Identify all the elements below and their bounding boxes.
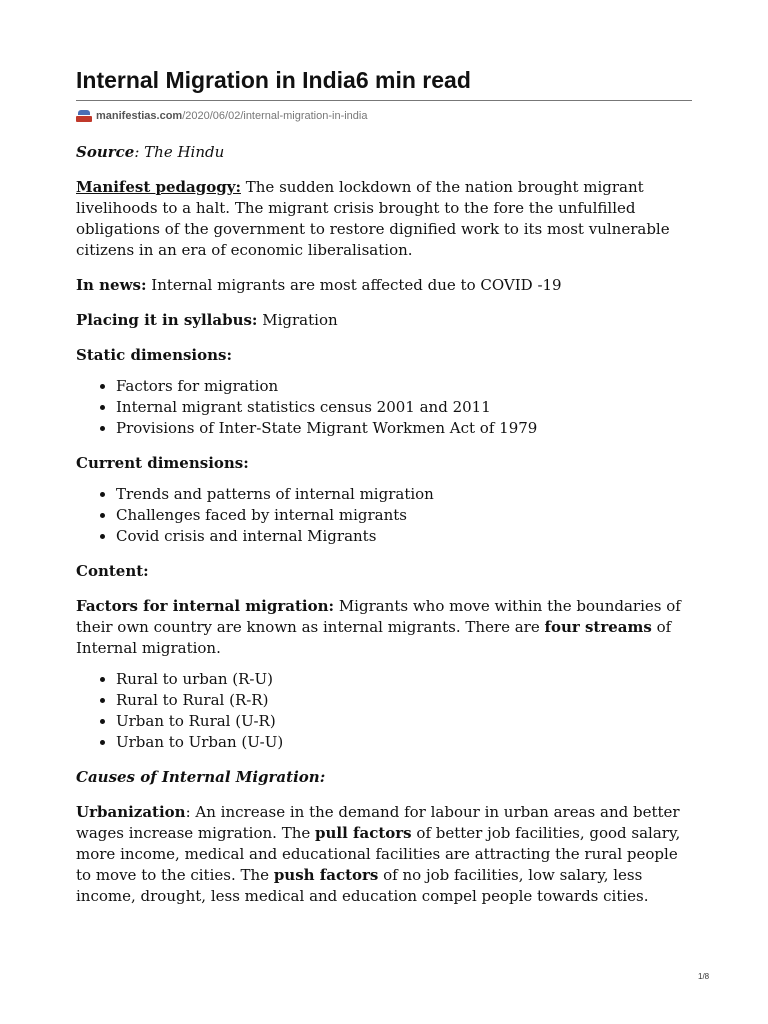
static-dimensions-heading: Static dimensions:: [76, 346, 233, 364]
article-body: [76, 142, 692, 921]
urbanization-paragraph: Urbanization: An increase in the demand for labour in urban areas and better wages increase migration. The pull factors of better job facilities, good salary, more income, medical and educational facilities are attracting the rural people to move to the cities. The push factors of no job facilities, low salary, less income, drought, less medical and education compel people towards cities.: [76, 803, 681, 905]
static-dimensions-list: [76, 376, 692, 439]
source-host-link[interactable]: manifestias.com: [96, 110, 183, 122]
list-item: • Urban to Urban (U-U): [116, 732, 692, 753]
list-item: • Urban to Rural (U-R): [116, 711, 692, 732]
list-item: • Challenges faced by internal migrants: [116, 505, 692, 526]
migration-streams-list: [76, 669, 692, 753]
list-item: • Provisions of Inter-State Migrant Workmen Act of 1979: [116, 418, 692, 439]
causes-heading: Causes of Internal Migration:: [76, 768, 326, 786]
source-paragraph: Source: The Hindu: [76, 143, 225, 161]
syllabus-paragraph: Placing it in syllabus: Migration: [76, 311, 338, 329]
content-heading: Content:: [76, 562, 149, 580]
source-url-line: [76, 108, 367, 124]
list-item: • Factors for migration: [116, 376, 692, 397]
manifest-pedagogy-label: Manifest pedagogy:: [76, 178, 241, 196]
factors-paragraph: Factors for internal migration: Migrants who move within the boundaries of their own country are known as internal migrants. There are four streams of Internal migration.: [76, 597, 681, 657]
page-number: 1/8: [698, 972, 710, 981]
current-dimensions-heading: Current dimensions:: [76, 454, 249, 472]
list-item: • Covid crisis and internal Migrants: [116, 526, 692, 547]
list-item: • Trends and patterns of internal migration: [116, 484, 692, 505]
source-path-link[interactable]: /2020/06/02/internal-migration-in-india: [182, 110, 368, 122]
manifest-pedagogy-paragraph: Manifest pedagogy: The sudden lockdown of the nation brought migrant livelihoods to a halt. The migrant crisis brought to the fore the unfulfilled obligations of the government to restore dignified work to its most vulnerable citizens in an era of economic liberalisation.: [76, 178, 670, 259]
page-title: Internal Migration in India6 min read: [76, 67, 471, 93]
list-item: • Rural to urban (R-U): [116, 669, 692, 690]
site-favicon-icon: [76, 110, 92, 123]
list-item: • Internal migrant statistics census 2001 and 2011: [116, 397, 692, 418]
list-item: • Rural to Rural (R-R): [116, 690, 692, 711]
in-news-paragraph: In news: Internal migrants are most affected due to COVID -19: [76, 276, 562, 294]
title-divider: [76, 100, 692, 101]
current-dimensions-list: [76, 484, 692, 547]
